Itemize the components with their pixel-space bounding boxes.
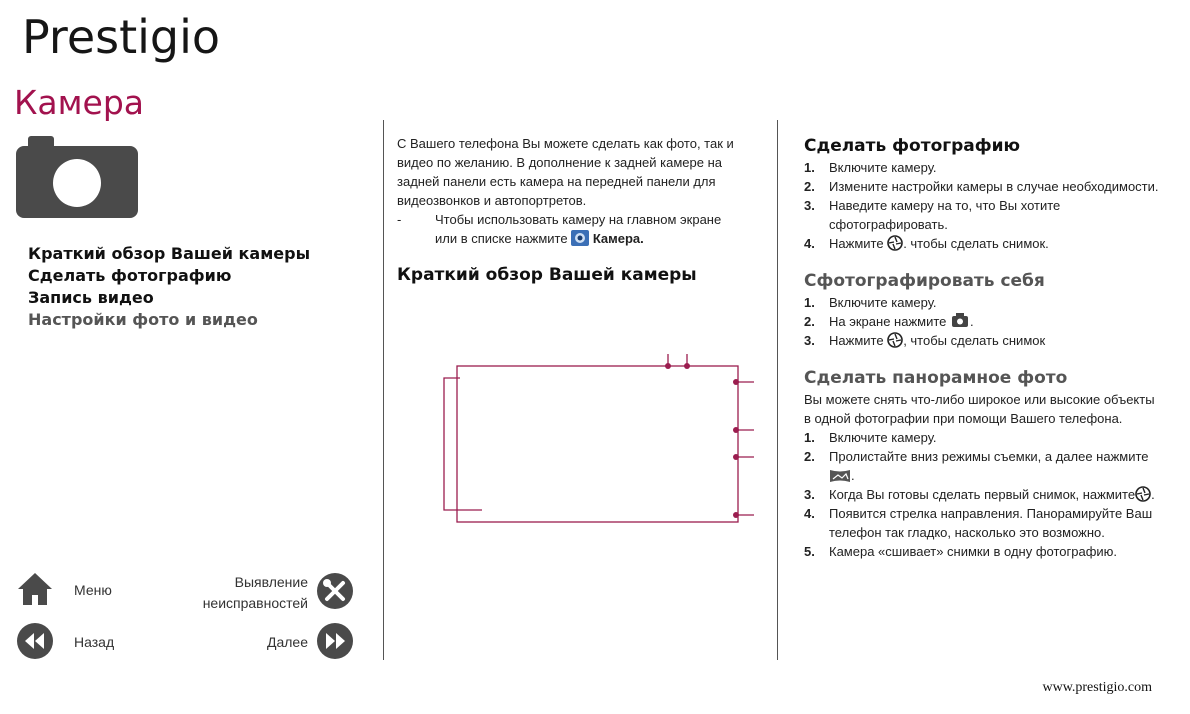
step-number: 1.: [804, 295, 815, 310]
shutter-icon: [887, 235, 903, 251]
switch-camera-icon: [950, 313, 970, 329]
list-item: [804, 331, 1164, 350]
home-icon[interactable]: [16, 570, 54, 608]
camera-icon: [16, 136, 138, 218]
list-item: [804, 504, 1164, 542]
step-text: [829, 234, 1164, 253]
list-item: [804, 158, 1164, 177]
step-number: 4.: [804, 506, 815, 521]
panorama-intro: Вы можете снять что-либо широкое или высокие объекты в одной фотографии при помощи Вашего телефона.: [804, 392, 1155, 426]
step-text: Включите камеру.: [829, 430, 937, 445]
step-suffix: . чтобы сделать снимок.: [903, 236, 1049, 251]
panorama-icon: [829, 469, 851, 483]
step-number: 5.: [804, 544, 815, 559]
step-text: Пролистайте вниз режимы съемки, а далее нажмите .: [829, 449, 1149, 483]
list-item: [804, 234, 1164, 253]
list-item: [804, 293, 1164, 312]
step-prefix: Когда Вы готовы сделать первый снимок, нажмите: [829, 487, 1136, 502]
step-number: 4.: [804, 236, 815, 251]
step-text: Измените настройки камеры в случае необходимости.: [829, 179, 1159, 194]
bullet-bold: Камера.: [592, 231, 644, 246]
column-divider: [777, 120, 778, 660]
list-item: [804, 447, 1164, 485]
list-item: [804, 542, 1164, 561]
camera-app-icon: [571, 230, 589, 246]
intro-column: [397, 134, 742, 285]
table-of-contents: [28, 243, 310, 331]
step-number: 2.: [804, 449, 815, 464]
column-divider: [383, 120, 384, 660]
overview-heading: Краткий обзор Вашей камеры: [397, 265, 697, 285]
step-prefix: На экране нажмите: [829, 314, 947, 329]
selfie-steps: [804, 293, 1164, 350]
step-prefix: Нажмите: [829, 333, 884, 348]
bullet-body: Чтобы использовать камеру на главном экране или в списке нажмите: [435, 212, 722, 246]
brand-logo: Prestigio: [22, 10, 221, 64]
intro-text: С Вашего телефона Вы можете сделать как фото, так и видео по желанию. В дополнение к задней камере на задней панели есть камера на передней панели для видеозвонков и автопортретов.: [397, 136, 734, 208]
step-text: Когда Вы готовы сделать первый снимок, нажмите .: [829, 487, 1155, 502]
step-prefix: Нажмите: [829, 236, 884, 251]
back-link[interactable]: Назад: [74, 634, 115, 650]
toc-item-record-video[interactable]: Запись видео: [28, 288, 154, 307]
list-item: [804, 177, 1164, 196]
step-text: Камера «сшивает» снимки в одну фотографию.: [829, 544, 1118, 559]
step-number: 1.: [804, 430, 815, 445]
step-number: 3.: [804, 487, 815, 502]
panorama-heading: Сделать панорамное фото: [804, 368, 1068, 388]
step-text: Наведите камеру на то, что Вы хотите сфотографировать.: [829, 198, 1061, 232]
camera-overview-diagram: [436, 350, 756, 525]
footer-url[interactable]: www.prestigio.com: [1042, 680, 1152, 695]
step-prefix: Пролистайте вниз режимы съемки, а далее нажмите: [829, 449, 1149, 464]
shutter-icon: [1135, 486, 1151, 502]
list-item: [804, 428, 1164, 447]
bullet-text: [435, 210, 742, 248]
shutter-icon: [887, 332, 903, 348]
toc-item-overview[interactable]: Краткий обзор Вашей камеры: [28, 244, 311, 263]
step-text: На экране нажмите .: [829, 314, 974, 329]
step-text: Появится стрелка направления. Панорамируйте Ваш телефон так гладко, насколько это возможно.: [829, 506, 1153, 540]
bullet-item: [397, 210, 742, 248]
instructions-column: [804, 134, 1164, 561]
take-photo-steps: [804, 158, 1164, 253]
step-text: Включите камеру.: [829, 295, 937, 310]
toc-item-settings[interactable]: Настройки фото и видео: [28, 310, 258, 329]
page-title: Камера: [14, 83, 145, 122]
step-number: 2.: [804, 179, 815, 194]
bullet-dash: -: [397, 212, 402, 227]
step-number: 3.: [804, 198, 815, 213]
list-item: [804, 485, 1164, 504]
list-item: [804, 196, 1164, 234]
step-text: [829, 331, 1164, 350]
troubleshoot-label-2: неисправностей: [202, 595, 308, 611]
troubleshoot-label-1: Выявление: [234, 574, 308, 590]
next-link[interactable]: Далее: [266, 634, 308, 650]
next-icon[interactable]: [316, 622, 354, 660]
tools-icon[interactable]: [316, 572, 354, 610]
selfie-heading: Сфотографировать себя: [804, 271, 1045, 291]
step-number: 3.: [804, 333, 815, 348]
troubleshoot-link[interactable]: [190, 572, 308, 614]
menu-link[interactable]: Меню: [74, 582, 112, 598]
step-number: 1.: [804, 160, 815, 175]
step-number: 2.: [804, 314, 815, 329]
take-photo-heading: Сделать фотографию: [804, 136, 1021, 156]
toc-item-take-photo[interactable]: Сделать фотографию: [28, 266, 232, 285]
step-text: Включите камеру.: [829, 160, 937, 175]
panorama-steps: [804, 428, 1164, 561]
list-item: [804, 312, 1164, 331]
step-suffix: , чтобы сделать снимок: [903, 333, 1046, 348]
back-icon[interactable]: [16, 622, 54, 660]
